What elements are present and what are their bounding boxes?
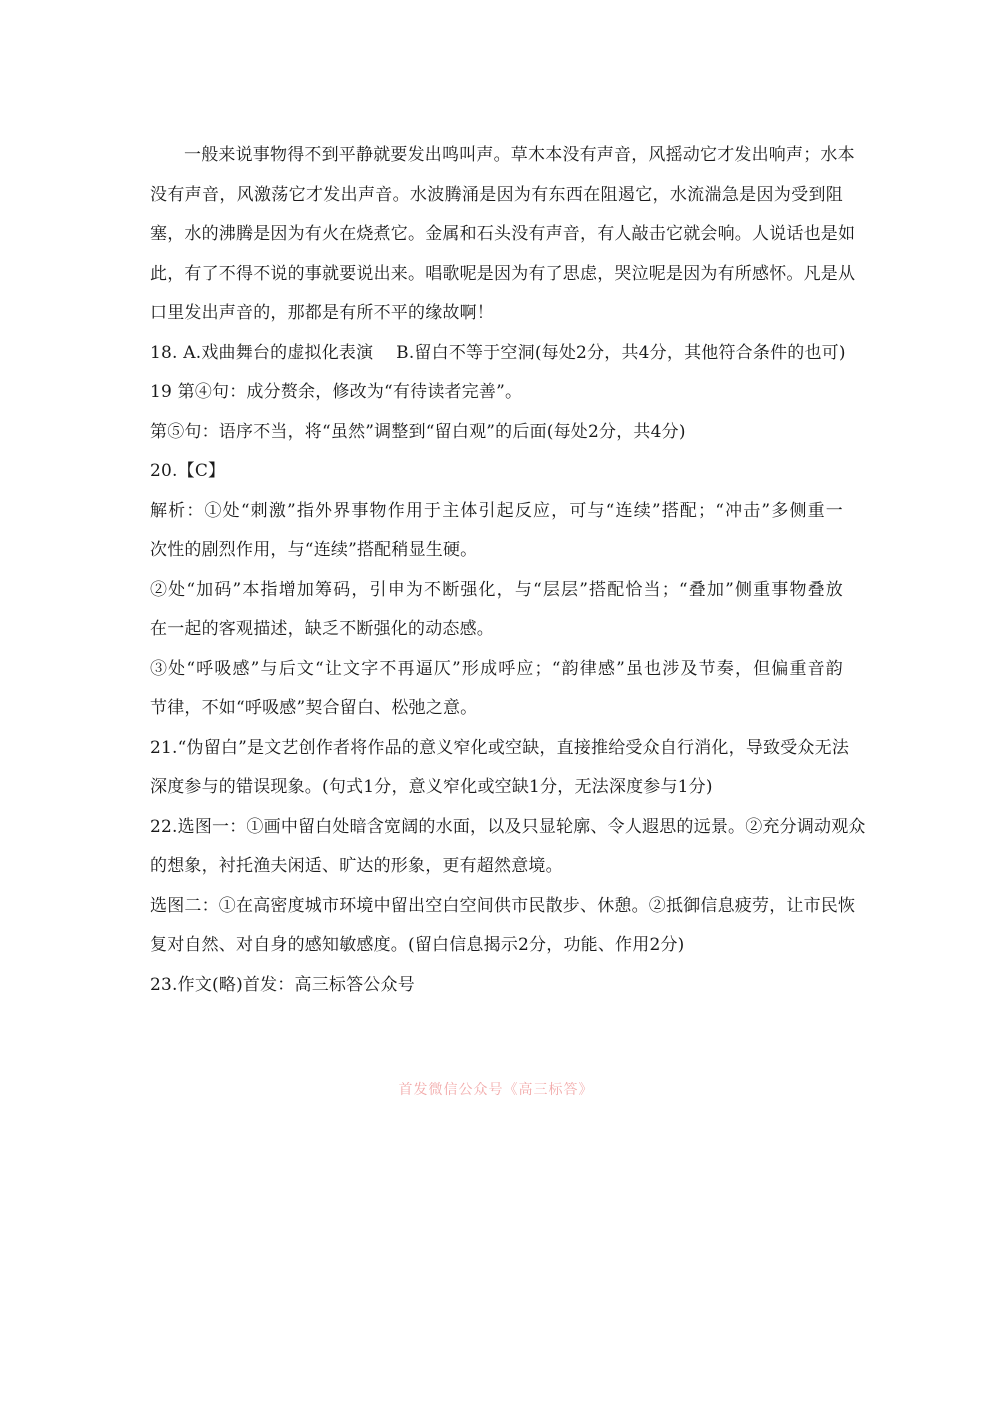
answer-22-line: 22.选图一：①画中留白处暗含宽阔的水面，以及只显轮廓、令人遐思的远景。②充分调动观众 (150, 816, 866, 837)
answer-19-line-2: 第⑤句：语序不当，将“虽然”调整到“留白观”的后面(每处2分，共4分) (150, 421, 686, 442)
answer-18: 18. A.戏曲舞台的虚拟化表演 B.留白不等于空洞(每处2分，共4分，其他符合条件的也可) (150, 342, 846, 363)
answer-document (150, 136, 866, 1005)
answer-20-analysis-line: 次性的剧烈作用，与“连续”搭配稍显生硬。 (150, 540, 478, 560)
watermark-text: 首发微信公众号《高三标答》 (398, 1082, 594, 1098)
answer-20-analysis-line: 在一起的客观描述，缺乏不断强化的动态感。 (150, 619, 494, 639)
answer-20-analysis-line: ③处“呼吸感”与后文“让文字不再逼仄”形成呼应；“韵律感”虽也涉及节奏，但偏重音韵 (150, 658, 843, 679)
answer-21-line: 深度参与的错误现象。(句式1分，意义窄化或空缺1分，无法深度参与1分) (150, 777, 713, 797)
answer-20-analysis-line: 解析：①处“刺激”指外界事物作用于主体引起反应，可与“连续”搭配；“冲击”多侧重一 (150, 500, 843, 521)
answer-20-analysis-line: 节律，不如“呼吸感”契合留白、松弛之意。 (150, 698, 478, 718)
translation-line: 一般来说事物得不到平静就要发出鸣叫声。草木本没有声音，风摇动它才发出响声；水本 (184, 145, 855, 165)
translation-line: 口里发出声音的，那都是有所不平的缘故啊！ (150, 303, 494, 323)
answer-21-line: 21.“伪留白”是文艺创作者将作品的意义窄化或空缺，直接推给受众自行消化，导致受众无法 (150, 737, 850, 758)
answer-20: 20.【C】 (150, 461, 226, 481)
answer-22-line: 的想象，衬托渔夫闲适、旷达的形象，更有超然意境。 (150, 856, 563, 876)
answer-23: 23.作文(略)首发：高三标答公众号 (150, 974, 415, 995)
answer-22-line: 选图二：①在高密度城市环境中留出空白空间供市民散步、休憩。②抵御信息疲劳，让市民恢 (150, 895, 856, 916)
answer-19-line-1: 19 第④句：成分赘余，修改为“有待读者完善”。 (150, 382, 523, 402)
translation-line: 塞，水的沸腾是因为有火在烧煮它。金属和石头没有声音，有人敲击它就会响。人说话也是如 (150, 224, 856, 244)
answer-22-line: 复对自然、对自身的感知敏感度。(留白信息揭示2分，功能、作用2分) (150, 935, 685, 955)
translation-line: 没有声音，风激荡它才发出声音。水波腾涌是因为有东西在阻遏它，水流湍急是因为受到阻 (150, 184, 843, 205)
translation-line: 此，有了不得不说的事就要说出来。唱歌呢是因为有了思虑，哭泣呢是因为有所感怀。凡是从 (150, 263, 856, 284)
answer-20-analysis-line: ②处“加码”本指增加筹码，引申为不断强化，与“层层”搭配恰当；“叠加”侧重事物叠放 (150, 579, 843, 600)
